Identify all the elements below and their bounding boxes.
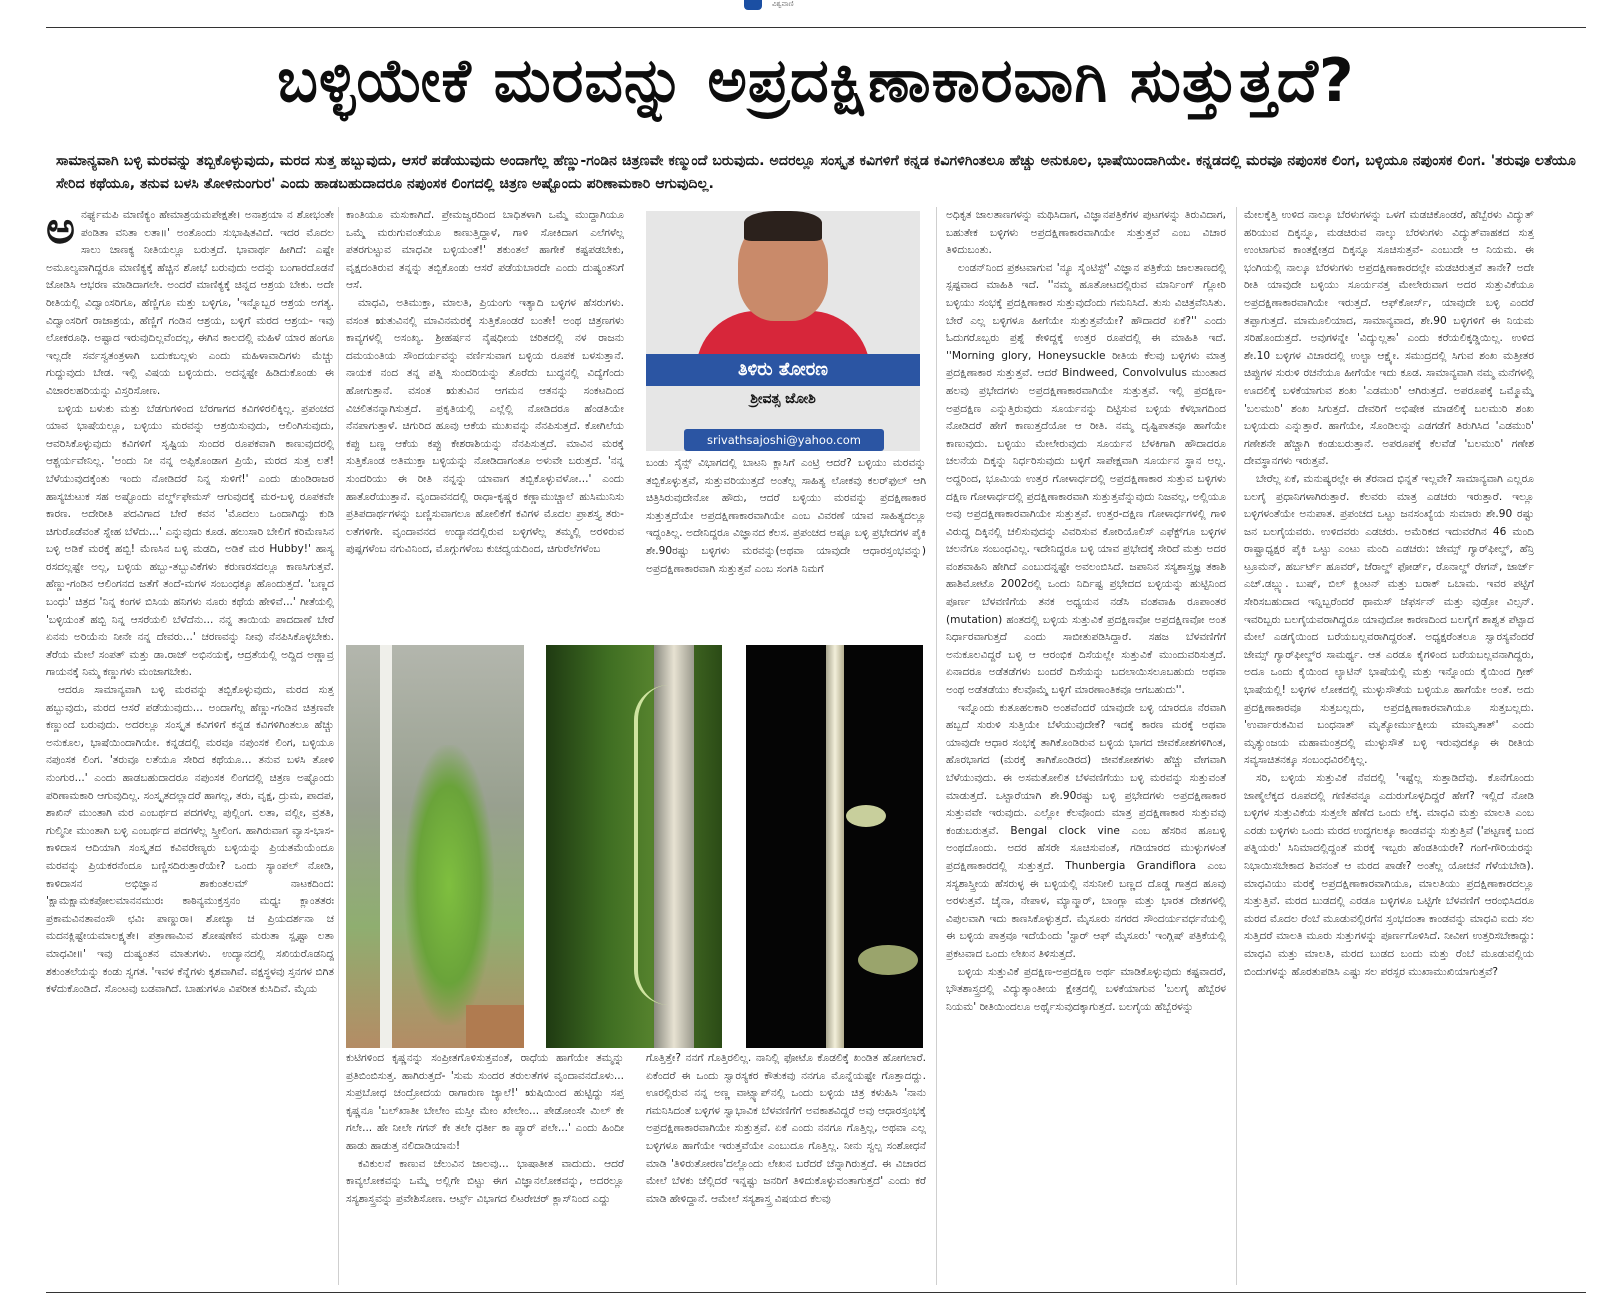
article-column-3 (646, 455, 926, 629)
article-paragraph: ಬಳ್ಳಿಯ ಸುತ್ತುವಿಕೆ ಪ್ರದಕ್ಷಿಣ-ಅಪ್ರದಕ್ಷಿಣ ಅರ್ಥ ಮಾಡಿಕೊಳ್ಳುವುದು ಕಷ್ಟವಾದರೆ, ಭೌತಶಾಸ್ತ್ರದಲ್ಲಿ ವಿದ್ಯುತ್ಕಾಂತೀಯ ಕ್ಷೇತ್ರದಲ್ಲಿ ಬಳಕೆಯಾಗುವ 'ಬಲಗೈ ಹೆಬ್ಬೆರಳ ನಿಯಮ' ರೀತಿಯಿಂದಲೂ ಅರ್ಥೈಸುವುದಕ್ಕಾಗುತ್ತದೆ. ಬಲಗೈಯ ಹೆಬ್ಬೆರಳನ್ನು (946, 965, 1226, 1013)
article-paragraph: ಬಳ್ಳಿಯ ಬಳುಕು ಮತ್ತು ಬೆಡಗುಗಳಿಂದ ಬೆರಗಾಗದ ಕವಿಗಳಿರಲಿಕ್ಕಿಲ್ಲ. ಪ್ರಪಂಚದ ಯಾವ ಭಾಷೆಯಲ್ಲೂ, ಬಳ್ಳಿಯು ಮರವನ್ನು ಆಶ್ರಯಿಸುವುದು, ಆಲಿಂಗಿಸುವುದು, ಆವರಿಸಿಕೊಳ್ಳುವುದು ಕವಿಗಳಿಗೆ ಸೃಷ್ಟಿಯ ಸುಂದರ ರೂಪಕವಾಗಿ ಕಾಣುವುದರಲ್ಲಿ ಆಶ್ಚರ್ಯವೇನಿಲ್ಲ. 'ಅಂದು ನೀ ನನ್ನ ಅಪ್ಪಿಕೊಂಡಾಗ ಪ್ರಿಯೆ, ಮರದ ಸುತ್ತ ಲತೆ! ಬೆಳೆಯುವುದಕ್ಕೆಂತು ಇಂದು ನೋಡಿದರೆ ನಿನ್ನ ಸುಳಿಗೆ!' ಎಂದು ಡುಂಡಿರಾಜರ ಹಾಸ್ಯಚುಟುಕ ಸಹ ಅಷ್ಟೊಂದು ವರ್ಲ್ಡ್‌ಫೇಮಸ್ ಆಗುವುದಕ್ಕೆ ಮರ-ಬಳ್ಳಿ ರೂಪಕವೇ ಕಾರಣ. ಅದೇರೀತಿ ಪದವಿಗಾದ ಬೇರೆ ಕವನ 'ಮೊದಲು ಒಂದಾಗಿದ್ದು ಕುಡಿ ಚಿಗುರೊಡೆವಂತೆ ಸ್ನೇಹ ಬೆಳೆದು...' ಎನ್ನುವುದು ಕೂಡ. ಹಲುಸಾರಿ ಬೇಲಿಗೆ ಕರಿಮೆಣಸಿನ ಬಳ್ಳಿ ಅಡಿಕೆ ಮರಕ್ಕೆ ಹಬ್ಬಿ! ಮೆಣಸಿನ ಬಳ್ಳಿ ಮಡದಿ, ಅಡಿಕೆ ಮರ Hubby!' ಹಾಸ್ಯ ರಸದಲ್ಲಷ್ಟೇ ಅಲ್ಲ, ಬಳ್ಳಿಯ ಹಬ್ಬು-ತಬ್ಬುವಿಕೆಗಳು ಕರುಣರಸದಲ್ಲೂ ಕಾಣಸಿಗುತ್ತವೆ. ಹೆಣ್ಣು-ಗಂಡಿನ ಆಲಿಂಗನದ ಜತೆಗೆ ತಂದೆ-ಮಗಳ ಸಂಬಂಧಕ್ಕೂ ಹೊಂದುತ್ತದೆ. 'ಬಣ್ಣದ ಬಂಧು' ಚಿತ್ರದ 'ನಿನ್ನ ಕಂಗಳ ಬಿಸಿಯ ಹನಿಗಳು ನೂರು ಕಥೆಯ ಹೇಳಿವೆ...' ಗೀತೆಯಲ್ಲಿ 'ಬಳ್ಳಿಯಂತೆ ಹಬ್ಬಿ ನಿನ್ನ ಆಸರೆಯಲಿ ಬೆಳೆದೆನು... ನನ್ನ ತಾಯಿಯ ಪಾದದಾಣೆ ಬೇರೆ ಏನನು ಅರಿಯೆನು ನೀನೇ ನನ್ನ ದೇವರು...' ಚರಣವನ್ನು ನೀವು ನೆನಪಿಸಿಕೊಳ್ಳಬೇಕು. ತೆರೆಯ ಮೇಲೆ ಸಂಪತ್ ಮತ್ತು ಡಾ.ರಾಜ್ ಅಭಿನಯಕ್ಕೆ, ಆದ್ರತೆಯಲ್ಲಿ ಅದ್ದಿದ ಅಣ್ಣಾವ್ರ ಗಾಯನಕ್ಕೆ ನಿಮ್ಮ ಕಣ್ಣುಗಳು ಮಂಜಾಗಬೇಕು. (46, 402, 334, 679)
article-column-4 (946, 207, 1226, 1285)
article-paragraph: ಕವಿಕುಲನೆ ಕಾಣುವ ಚೆಲುವಿನ ಜಾಲವು... ಭಾಷಾತೀತ ವಾದುದು. ಆದರೆ ಕಾವ್ಯಲೋಕವನ್ನು ಒಮ್ಮೆ ಅಲ್ಲಿಗೇ ಬಿಟ್ಟು ಈಗ ವಿಜ್ಞಾನಲೋಕವನ್ನು, ಅದರಲ್ಲೂ ಸಸ್ಯಶಾಸ್ತ್ರವನ್ನು ಪ್ರವೇಶಿಸೋಣ. ಆರ್ಟ್ಸ್ ವಿಭಾಗದ ಲಿಟರೇಚರ್ ಕ್ಲಾಸ್‌ನಿಂದ ಎದ್ದು (346, 1157, 624, 1205)
fern-vine (404, 745, 494, 1025)
flower-pot (466, 1005, 524, 1048)
vine-photo-fern (346, 645, 524, 1048)
article-column-5 (1244, 207, 1534, 1285)
support-pole (380, 645, 392, 1048)
masthead (0, 0, 1600, 28)
article-paragraph: ಅನರ್ಘ್ಯಮಪಿ ಮಾಣಿಕ್ಯಂ ಹೇಮಾಶ್ರಯಮಪೇಕ್ಷತೇ। ಅನಾಶ್ರಯಾ ನ ಶೋಭಂತೇ ಪಂಡಿತಾ ವನಿತಾ ಲತಾ॥' ಅಂತೊಂದು ಸುಭಾಷಿತವಿದೆ. ಇದರ ಮೊದಲ ಸಾಲು ಚಾಣಕ್ಯ ನೀತಿಯಲ್ಲೂ ಬರುತ್ತದೆ. ಭಾವಾರ್ಥ ಹೀಗಿದೆ: ಎಷ್ಟೇ ಅಮೂಲ್ಯವಾಗಿದ್ದರೂ ಮಾಣಿಕ್ಯಕ್ಕೆ ಹೆಚ್ಚಿನ ಶೋಭೆ ಬರುವುದು ಅದನ್ನು ಬಂಗಾರದೊಡನೆ ಜೋಡಿಸಿ ಆಭರಣ ಮಾಡಿದಾಗಲೇ. ಅಂದರೆ ಮಾಣಿಕ್ಯಕ್ಕೆ ಚಿನ್ನದ ಆಶ್ರಯ ಬೇಕು. ಅದೇ ರೀತಿಯಲ್ಲಿ ವಿದ್ವಾಂಸರಿಗೂ, ಹೆಣ್ಣಿಗೂ ಮತ್ತು ಬಳ್ಳಿಗೂ, 'ಇನ್ನೊಬ್ಬರ ಆಶ್ರಯ ಅಗತ್ಯ. ವಿದ್ವಾಂಸರಿಗೆ ರಾಜಾಶ್ರಯ, ಹೆಣ್ಣಿಗೆ ಗಂಡಿನ ಆಶ್ರಯ, ಬಳ್ಳಿಗೆ ಮರದ ಆಶ್ರಯ- ಇವು ಲೋಕರೂಢಿ. ಅಷ್ಟಾದ ಇರುವುದಿಲ್ಲವೆಂದಲ್ಲ, ಈಗಿನ ಕಾಲದಲ್ಲಿ ಮಹಿಳೆ ಯಾರ ಹಂಗೂ ಇಲ್ಲದೇ ಸರ್ವಸ್ವತಂತ್ರಳಾಗಿ ಬದುಕಬಲ್ಲಳು ಎಂದು ಮಹಿಳಾವಾದಿಗಳು ಮೆಚ್ಚು ಗುದ್ದುವುದು ಬೇಡ. ಇಲ್ಲಿ ವಿಷಯ ಬಳ್ಳಿಯದು. ಅದನ್ನಷ್ಟೇ ಹಿಡಿದುಕೊಂಡು ಈ ವಿಚಾರಲಹರಿಯನ್ನು ವಿಸ್ತರಿಸೋಣ. (46, 207, 334, 397)
article-paragraph: ಕುಟಿಗಳಿಂದ ಕೃಷ್ಣನನ್ನು ಸಂಪ್ರೀತಗೊಳಿಸುತ್ತವಂತೆ, ರಾಧೆಯ ಹಾಗೆಯೇ ತಮ್ಮನ್ನು ಪ್ರತಿಬಿಂಬಿಸುತ್ತ. ಹಾಗಿರುತ್ತದೆ- 'ಸುಮ ಸುಂದರ ತರುಲತೆಗಳ ವೃಂದಾವನದೊಳು... ಸುಪ್ರಬೋಧ ಚಂದ್ರೋದಯ ರಾಗಾರುಣ ಜ್ಯಾಲೆ!' ಋಷಿಯಿಂದ ಹುಟ್ಟಿದ್ದು ಸಪ್ತ ಕೃಷ್ಣನೂ 'ಬಲ್‌ಖಾತೀ ಬೇಲೇಂ ಮಸ್ತೀ ಮೇಂ ಖೇಲೇಂ... ಪೇಡೋಂಸೇ ಮಿಲ್ ಕೇ ಗಲೇ... ಹೇ ನೀಲೇ ಗಗನ್ ಕೇ ತಲೇ ಧರ್ತೀ ಕಾ ಪ್ಯಾರ್ ಪಲೇ...' ಎಂದು ಹಿಂದೀ ಹಾಡು ಹಾಡುತ್ತ ನಲಿದಾಡಿಯಾನು! (346, 1052, 624, 1152)
author-name: ಶ್ರೀವತ್ಸ ಜೋಶಿ (750, 391, 816, 407)
vine-leaf (846, 805, 886, 827)
top-divider (46, 27, 1586, 28)
article-intro: ಸಾಮಾನ್ಯವಾಗಿ ಬಳ್ಳಿ ಮರವನ್ನು ತಬ್ಬಿಕೊಳ್ಳುವುದು, ಮರದ ಸುತ್ತ ಹಬ್ಬುವುದು, ಆಸರೆ ಪಡೆಯುವುದು ಅಂದಾಗೆಲ್ಲ ಹೆಣ್ಣು-ಗಂಡಿನ ಚಿತ್ರಣವೇ ಕಣ್ಮುಂದೆ ಬರುವುದು. ಅದರಲ್ಲೂ ಸಂಸ್ಕೃತ ಕವಿಗಳಿಗೆ ಕನ್ನಡ ಕವಿಗಳಿಗಿಂತಲೂ ಹೆಚ್ಚು ಅನುಕೂಲ, ಭಾಷೆಯಿಂದಾಗಿಯೇ. ಕನ್ನಡದಲ್ಲಿ ಮರವೂ ನಪುಂಸಕ ಲಿಂಗ, ಬಳ್ಳಿಯೂ ನಪುಂಸಕ ಲಿಂಗ. 'ತರುವೂ ಲತೆಯೂ ಸೇರಿದ ಕಥೆಯೂ, ತನುವ ಬಳಸಿ ತೋಳಿನುಂಗುರ' ಎಂದು ಹಾಡಬಹುದಾದರೂ ನಪುಂಸಕ ಲಿಂಗದಲ್ಲಿ ಚಿತ್ರಣ ಅಷ್ಟೊಂದು ಪರಿಣಾಮಕಾರಿ ಆಗುವುದಿಲ್ಲ. (56, 153, 1576, 192)
article-paragraph: ಮಾಧವಿ, ಅತಿಮುಕ್ತಾ, ಮಾಲತಿ, ಪ್ರಿಯಂಗು ಇತ್ಯಾದಿ ಬಳ್ಳಿಗಳ ಹೆಸರುಗಳು. ವಸಂತ ಋತುವಿನಲ್ಲಿ ಮಾವಿನಮರಕ್ಕೆ ಸುತ್ತಿಕೊಂಡರೆ ಬಂತೇ! ಅಂಥ ಚಿತ್ರಣಗಳು ಕಾವ್ಯಗಳಲ್ಲಿ ಅಸಂಖ್ಯ. ಶ್ರೀಹರ್ಷನ ನೈಷಧೀಯ ಚರಿತದಲ್ಲಿ ನಳ ರಾಜನು ದಮಯಂತಿಯ ಸೌಂದರ್ಯವನ್ನು ವರ್ಣಿಸುವಾಗ ಬಳ್ಳಿಯ ರೂಪಕ ಬಳಸುತ್ತಾನೆ. ನಾಯಕ ನಂದ ತನ್ನ ಪತ್ನಿ ಸುಂದರಿಯನ್ನು ತೊರೆದು ಬುದ್ಧನಲ್ಲಿ ವಿದ್ಯೆಗೆಂದು ಹೋಗುತ್ತಾನೆ. ವಸಂತ ಋತುವಿನ ಆಗಮನ ಆತನನ್ನು ಸಂಕಟದಿಂದ ವಿಚಲಿತನನ್ನಾಗಿಸುತ್ತದೆ. ಪ್ರಕೃತಿಯಲ್ಲಿ ಎಲ್ಲೆಲ್ಲಿ ನೋಡಿದರೂ ಹೆಂಡತಿಯೇ ನೆನಪಾಗುತ್ತಾಳೆ. ಚಿಗುರಿದ ಹೂವು ಆಕೆಯ ಮುಖವನ್ನು ನೆನಪಿಸುತ್ತದೆ. ಕೋಗಿಲೆಯ ಕಪ್ಪು ಬಣ್ಣ ಆಕೆಯ ಕಪ್ಪು ಕೇಶರಾಶಿಯನ್ನು ನೆನಪಿಸುತ್ತದೆ. ಮಾವಿನ ಮರಕ್ಕೆ ಸುತ್ತಿಕೊಂಡ ಅತಿಮುಕ್ತಾ ಬಳ್ಳಿಯನ್ನು ನೋಡಿದಾಗಂತೂ ಅಳುವೇ ಬರುತ್ತದೆ. 'ನನ್ನ ಸುಂದರಿಯು ಈ ರೀತಿ ನನ್ನನ್ನು ಯಾವಾಗ ತಬ್ಬಿಕೊಳ್ಳುವಳೋ...' ಎಂದು ಹಾತೊರೆಯುತ್ತಾನೆ. ವೃಂದಾವನದಲ್ಲಿ ರಾಧಾ-ಕೃಷ್ಣರ ಕಣ್ಣಾಮುಚ್ಚಾಲೆ ಹುಸಿಮುನಿಸು ಪ್ರತಿಪದಾರ್ಥಗಳನ್ನು ಬಣ್ಣಿಸುವಾಗಲೂ ಹೋಲಿಕೆಗೆ ಕವಿಗಳ ಮೊದಲ ಪ್ರಾಶಸ್ತ್ಯ ತರು-ಲತೆಗಳಿಗೇ. ವೃಂದಾವನದ ಉದ್ಯಾನದಲ್ಲಿರುವ ಬಳ್ಳಿಗಳೆಲ್ಲ ತಮ್ಮಲ್ಲಿ ಅರಳಿರುವ ಪುಷ್ಪಗಳೆಂಬ ನಗುವಿನಿಂದ, ಮೊಗ್ಗುಗಳೆಂಬ ಕುಚದ್ವಯದಿಂದ, ಚಿಗುರೆಲೆಗಳೆಂಬ (346, 296, 624, 556)
author-email[interactable]: srivathsajoshi@yahoo.com (684, 429, 884, 451)
article-paragraph: ಸರಿ, ಬಳ್ಳಿಯ ಸುತ್ತುವಿಕೆ ನೆವದಲ್ಲಿ 'ಇಷ್ಟೆಲ್ಲ ಸುತ್ತಾಡಿದೆವು. ಕೊನೆಗೊಂದು ಜಾಣ್ಮೆಲೆಕ್ಕದ ರೂಪದಲ್ಲಿ ಗಣಿತವನ್ನೂ ಎದುರುಗೊಳ್ಳದಿದ್ದರೆ ಹೇಗೆ? ಇಲ್ಲಿದೆ ನೋಡಿ ಬಳ್ಳಿಗಳ ಸುತ್ತುವಿಕೆಯ ಸುತ್ತಲೇ ಹೆಣೆದ ಒಂದು ಲೆಕ್ಕ. ಮಾಧವಿ ಮತ್ತು ಮಾಲತಿ ಎಂಬ ಎರಡು ಬಳ್ಳಿಗಳು ಒಂದು ಮರದ ಉದ್ದಗಲಕ್ಕೂ ಕಾಂಡವನ್ನು ಸುತ್ತುತ್ತಿವೆ ('ಪಟ್ಟಣಕ್ಕೆ ಬಂದ ಪತ್ನಿಯರು' ಸಿನಿಮಾದಲ್ಲಿದ್ದಂತೆ ಮರಕ್ಕೆ ಇಬ್ಬರು ಹೆಂಡತಿಯರೇ? ಗಂಗೆ-ಗೌರಿಯರನ್ನು ನಿಭಾಯಿಸಬೇಕಾದ ಶಿವನಂತೆ ಆ ಮರದ ಪಾಡೇ? ಅಂತೆಲ್ಲ ಯೋಚನೆ ಗೆಳೆಯಬೇಡಿ). ಮಾಧವಿಯು ಮರಕ್ಕೆ ಅಪ್ರದಕ್ಷಿಣಾಕಾರವಾಗಿಯೂ, ಮಾಲತಿಯು ಪ್ರದಕ್ಷಿಣಾಕಾರದಲ್ಲೂ ಸುತ್ತುತ್ತಿವೆ. ಮರದ ಬುಡದಲ್ಲಿ ಎರಡೂ ಬಳ್ಳಿಗಳೂ ಒಟ್ಟಿಗೇ ಬೆಳವಣಿಗೆ ಆರಂಭಿಸಿದರೂ ಮರದ ಮೊದಲ ರೆಂಬೆ ಮೂಡುವಲ್ಲಿರಗೆನ ಸ್ತಂಭದಂತಾ ಕಾಂಡವನ್ನು ಮಾಧವಿ ಐದು ಸಲ ಸುತ್ತಿದರೆ ಮಾಲತಿ ಮೂರು ಸುತ್ತುಗಳನ್ನು ಪೂರ್ಣಗೊಳಿಸಿದೆ. ನೀವೀಗ ಉತ್ತರಿಸಬೇಕಾದ್ದು: ಮಾಧವಿ ಮತ್ತು ಮಾಲತಿ, ಮರದ ಬುಡದ ಬಂದು ಮತ್ತು ರೆಂಬೆ ಮೂಡುವಲ್ಲಿಯ ಬಿಂದುಗಳನ್ನು ಹೊರತುಪಡಿಸಿ ಎಷ್ಟು ಸಲ ಪರಸ್ಪರ ಮುಖಾಮುಖಿಯಾಗುತ್ತವೆ? (1244, 772, 1534, 978)
columnist-card (646, 211, 920, 451)
columnist-photo-hair (744, 211, 822, 241)
article-paragraph: ಬೇರೆಲ್ಲ ಏಕೆ, ಮನುಷ್ಯರಲ್ಲೇ ಈ ತೆರನಾದ ಭಿನ್ನತೆ ಇಲ್ಲವೇ? ಸಾಮಾನ್ಯವಾಗಿ ಎಲ್ಲರೂ ಬಲಗೈ ಪ್ರಧಾನಿಗಳಾಗಿರುತ್ತಾರೆ. ಕೆಲವರು ಮಾತ್ರ ಎಡಚರು ಇರುತ್ತಾರೆ. ಇಲ್ಲೂ ಬಳ್ಳಿಗಳಂತೆಯೇ ಅನುಪಾತ. ಪ್ರಪಂಚದ ಒಟ್ಟು ಜನಸಂಖ್ಯೆಯ ಸುಮಾರು ಶೇ.90 ರಷ್ಟು ಜನ ಬಲಗೈಯವರು. ಉಳಿದವರು ಎಡಚರು. ಅಮೆರಿಕದ ಇದುವರೆಗಿನ 46 ಮಂದಿ ರಾಷ್ಟ್ರಾಧ್ಯಕ್ಷರ ಪೈಕಿ ಒಟ್ಟು ಎಂಟು ಮಂದಿ ಎಡಚರು: ಜೇಮ್ಸ್ ಗ್ಯಾರ್‌ಫೀಲ್ಡ್, ಹೆನ್ರಿ ಟ್ರೂಮನ್, ಹರ್ಬರ್ಟ್ ಹೂವರ್, ಜೆರಾಲ್ಡ್ ಫೋರ್ಡ್, ರೊನಾಲ್ಡ್ ರೇಗನ್, ಜಾರ್ಜ್ ಎಚ್.ಡಬ್ಲ್ಯು. ಬುಷ್, ಬಿಲ್ ಕ್ಲಿಂಟನ್ ಮತ್ತು ಬರಾಕ್ ಒಬಾಮ. ಇವರ ಪಟ್ಟಿಗೆ ಸೇರಿಸಬಹುದಾದ ಇನ್ನಿಬ್ಬರೆಂದರೆ ಥಾಮಸ್ ಜೆಫರ್ಸನ್ ಮತ್ತು ವುಡ್ರೋ ವಿಲ್ಸನ್. ಇವರಿಬ್ಬರು ಬಲಗೈಯವರಾಗಿದ್ದರೂ ಯಾವುದೋ ಕಾರಣದಿಂದ ಬಲಗೈಗೆ ಶಾಶ್ವತ ಪೆಟ್ಟಾದ ಮೇಲೆ ಎಡಗೈಯಿಂದ ಬರೆಯಬಲ್ಲವರಾಗಿದ್ದರಂತೆ. ಅಧ್ಯಕ್ಷರೆಂತಲೂ ಸ್ವಾರಸ್ಯವೆಂದರೆ ಜೇಮ್ಸ್ ಗ್ಯಾರ್‌ಫೀಲ್ಡ್‌ರ ಸಾಮರ್ಥ್ಯ. ಆತ ಎರಡೂ ಕೈಗಳಿಂದ ಬರೆಯಬಲ್ಲವನಾಗಿದ್ದರು, ಅದೂ ಒಂದು ಕೈಯಿಂದ ಲ್ಯಾಟಿನ್ ಭಾಷೆಯಲ್ಲಿ ಮತ್ತು ಇನ್ನೊಂದು ಕೈಯಿಂದ ಗ್ರೀಕ್ ಭಾಷೆಯಲ್ಲಿ! ಬಳ್ಳಿಗಳ ಲೋಕದಲ್ಲಿ ಮುಳ್ಳುಸೌತೆಯ ಬಳ್ಳಿಯೂ ಹಾಗೆಯೇ ಅಂತೆ. ಅದು ಪ್ರದಕ್ಷಿಣಾಕಾರವೂ ಸುತ್ತಬಲ್ಲದು, ಅಪ್ರದಕ್ಷಿಣಾಕಾರವಾಗಿಯೂ ಸುತ್ತಬಲ್ಲದು. 'ಉರ್ವಾರುಕಮಿವ ಬಂಧನಾತ್ ಮೃತ್ಯೋರ್ಮುಕ್ಷೀಯ ಮಾಮೃತಾತ್' ಎಂದು ಮೃತ್ಯುಂಜಯ ಮಹಾಮಂತ್ರದಲ್ಲಿ ಮುಳ್ಳುಸೌತೆ ಬಳ್ಳಿ ಇರುವುದಕ್ಕೂ ಈ ರೀತಿಯ ಸವ್ಯಸಾಚಿತನಕ್ಕೂ ಸಂಬಂಧವಿರಲಿಕ್ಕಿಲ್ಲ. (1244, 472, 1534, 767)
article-column-3-lower (646, 1050, 926, 1286)
support-pole (826, 645, 844, 1048)
article-paragraph: ಅಧಿಕೃತ ಜಾಲತಾಣಗಳನ್ನು ಮಥಿಸಿದಾಗ, ವಿಜ್ಞಾನಪತ್ರಿಕೆಗಳ ಪುಟಗಳನ್ನು ತಿರುವಿದಾಗ, ಬಹುತೇಕ ಬಳ್ಳಿಗಳು ಅಪ್ರದಕ್ಷಿಣಾಕಾರವಾಗಿಯೇ ಸುತ್ತುತ್ತವೆ ಎಂಬ ವಿಚಾರ ತಿಳಿದುಬಂತು. (946, 209, 1226, 257)
article-column-2 (346, 207, 624, 607)
vine-photo-closeup (546, 645, 722, 1048)
article-paragraph: ಲಂಡನ್‌ನಿಂದ ಪ್ರಕಟವಾಗುವ 'ನ್ಯೂ ಸೈಂಟಿಸ್ಟ್' ವಿಜ್ಞಾನ ಪತ್ರಿಕೆಯ ಜಾಲತಾಣದಲ್ಲಿ ಸ್ಪಷ್ಟವಾದ ಮಾಹಿತಿ ಇದೆ. ''ನಮ್ಮ ಹೂತೋಟದಲ್ಲಿರುವ ಮಾರ್ನಿಂಗ್ ಗ್ಲೋರಿ ಬಳ್ಳಿಯು ಸಂಭಕ್ಕೆ ಪ್ರದಕ್ಷಿಣಾಕಾರ ಸುತ್ತುವುದೆಂದು ಗಮನಿಸಿದೆ. ತುಸು ವಿಚಿತ್ರವೆನಿಸಿತು. ಬೇರೆ ಎಲ್ಲ ಬಳ್ಳಿಗಳೂ ಹೀಗೆಯೇ ಸುತ್ತುತ್ತವೆಯೇ? ಹೌದಾದರೆ ಏಕೆ?'' ಎಂದು ಓದುಗರೊಬ್ಬರು ಪ್ರಶ್ನೆ ಕೇಳಿದ್ದಕ್ಕೆ ಉತ್ತರ ರೂಪದಲ್ಲಿ ಈ ಮಾಹಿತಿ ಇದೆ. ''Morning glory, Honeysuckle ರೀತಿಯ ಕೆಲವು ಬಳ್ಳಿಗಳು ಮಾತ್ರ ಪ್ರದಕ್ಷಿಣಾಕಾರ ಸುತ್ತುತ್ತವೆ. ಆದರೆ Bindweed, Convolvulus ಮುಂತಾದ ಹಲವು ಪ್ರಭೇದಗಳು ಅಪ್ರದಕ್ಷಿಣಾಕಾರವಾಗಿಯೇ ಸುತ್ತುತ್ತವೆ. ಇಲ್ಲಿ ಪ್ರದಕ್ಷಿಣ-ಅಪ್ರದಕ್ಷಿಣ ಎನ್ನುತ್ತಿರುವುದು ಸೂರ್ಯನನ್ನು ದಿಟ್ಟಿಸುವ ಬಳ್ಳಿಯ ಕೆಳಭಾಗದಿಂದ ನೋಡಿದರೆ ಹೇಗೆ ಕಾಣುತ್ತದೆಯೋ ಆ ರೀತಿ. ನಮ್ಮ ದೃಷ್ಟಿಪಾತವೂ ಹಾಗೆಯೇ ಕಾಣುವುದು. ಬಳ್ಳಿಯು ಮೇಲೇರುವುದು ಸೂರ್ಯನ ಬೆಳಕಿಗಾಗಿ ಹೌದಾದರೂ ಚಲನೆಯ ದಿಕ್ಕನ್ನು ನಿರ್ಧರಿಸುವುದು ಬಳ್ಳಿಗೆ ಸಾಪೇಕ್ಷವಾಗಿ ಸೂರ್ಯನ ಸ್ಥಾನ ಅಲ್ಲ. ಅದ್ದರಿಂದ, ಭೂಮಿಯ ಉತ್ತರ ಗೋಳಾರ್ಧದಲ್ಲಿ ಅಪ್ರದಕ್ಷಿಣಾಕಾರ ಸುತ್ತುವ ಬಳ್ಳಿಗಳು ದಕ್ಷಿಣ ಗೋಳಾರ್ಧದಲ್ಲಿ ಪ್ರದಕ್ಷಿಣಾಕಾರವಾಗಿ ಸುತ್ತುತ್ತವೆನ್ನುವುದು ನಿಜವಲ್ಲ, ಅಲ್ಲಿಯೂ ಅವು ಅಪ್ರದಕ್ಷಿಣಾಕಾರವಾಗಿಯೇ ಸುತ್ತುತ್ತವೆ. ಉತ್ತರ-ದಕ್ಷಿಣ ಗೋಳಾರ್ಧಗಳಲ್ಲಿ ಗಾಳಿ ವಿರುದ್ಧ ದಿಕ್ಕಿನಲ್ಲಿ ಚಲಿಸುವುದನ್ನು ವಿವರಿಸುವ ಕೋರಿಯೊಲಿಸ್ ಎಫೆಕ್ಟ್‌ಗೂ ಬಳ್ಳಿಗಳ ಚಲನೆಗೂ ಸಂಬಂಧವಿಲ್ಲ. ಇದೇನಿದ್ದರೂ ಬಳ್ಳಿ ಯಾವ ಪ್ರಭೇದಕ್ಕೆ ಸೇರಿದೆ ಮತ್ತು ಅದರ ವಂಶವಾಹಿನಿ ಹೇಗಿದೆ ಎಂಬುದನ್ನಷ್ಟೇ ಅವಲಂಬಿಸಿದೆ. ಜಪಾನಿನ ಸಸ್ಯಶಾಸ್ತ್ರಜ್ಞ ತಕಾಶಿ ಹಾಶಿಮೋಟೊ 2002ರಲ್ಲಿ ಒಂದು ನಿರ್ದಿಷ್ಟ ಪ್ರಭೇದದ ಬಳ್ಳಿಯನ್ನು ಹುಟ್ಟಿನಿಂದ ಪೂರ್ಣ ಬೆಳವಣಿಗೆಯ ತನಕ ಅಧ್ಯಯನ ನಡೆಸಿ ವಂಶವಾಹಿ ರೂಪಾಂತರ (mutation) ಹಂತದಲ್ಲಿ ಬಳ್ಳಿಯ ಸುತ್ತುವಿಕೆ ಪ್ರದಕ್ಷಿಣವೋ ಅಪ್ರದಕ್ಷಿಣವೋ ಅಂತ ನಿರ್ಧಾರವಾಗುತ್ತದೆ ಎಂದು ಸಾಬೀತುಪಡಿಸಿದ್ದಾರೆ. ಸಹಜ ಬೆಳವಣಿಗೆಗೆ ಅನುಕೂಲವಿದ್ದರೆ ಬಳ್ಳಿ ಆ ಆರಂಭಿಕ ದಿಸೆಯಲ್ಲೇ ಸುತ್ತುವಿಕೆ ಮುಂದುವರಿಸುತ್ತದೆ. ಏನಾದರೂ ಅಡೆತಡೆಗಳು ಬಂದರೆ ದಿಸೆಯನ್ನು ಬದಲಾಯಿಸಲೂಬಹುದು ಅಥವಾ ಅಂಥ ಅಡೆತಡೆಯು ಕೆಲವೊಮ್ಮೆ ಬಳ್ಳಿಗೆ ಮಾರಣಾಂತಿಕವೂ ಆಗಬಹುದು''. (946, 261, 1226, 697)
article-paragraph: ಇನ್ನೊಂದು ಕುತೂಹಲಕಾರಿ ಅಂಶವೆಂದರೆ ಯಾವುದೇ ಬಳ್ಳಿ ಯಾರದೂ ನೆರವಾಗಿ ಹಬ್ಬದೆ ಸುರುಳಿ ಸುತ್ತಿಯೇ ಬೆಳೆಯುವುದೇಕೆ? ಇದಕ್ಕೆ ಕಾರಣ ಮರಕ್ಕೆ ಅಥವಾ ಯಾವುದೇ ಆಧಾರ ಸಂಭಕ್ಕೆ ತಾಗಿಕೊಂಡಿರುವ ಬಳ್ಳಿಯ ಭಾಗದ ಜೀವಕೋಶಗಳಿಗಿಂತ, ಹೊರಭಾಗದ (ಮರಕ್ಕೆ ತಾಗಿಕೊಂಡಿರದ) ಜೀವಕೋಶಗಳು ಹೆಚ್ಚು ವೇಗವಾಗಿ ಬೆಳೆಯುವುದು. ಈ ಅಸಮತೋಲಿತ ಬೆಳವಣಿಗೆಯು ಬಳ್ಳಿ ಮರವನ್ನು ಸುತ್ತುವಂತೆ ಮಾಡುತ್ತದೆ. ಒಟ್ಟಾರೆಯಾಗಿ ಶೇ.90ರಷ್ಟು ಬಳ್ಳಿ ಪ್ರಭೇದಗಳು ಅಪ್ರದಕ್ಷಿಣಾಕಾರ ಸುತ್ತುವವೇ ಇರುವುದು. ಎಲ್ಲೋ ಕೆಲವೊಂದು ಮಾತ್ರ ಪ್ರದಕ್ಷಿಣಾಕಾರ ಸುತ್ತುವವು ಕಂಡುಬರುತ್ತವೆ. Bengal clock vine ಎಂಬ ಹೆಸರಿನ ಹೂಬಳ್ಳಿ ಅಂಥದೊಂದು. ಅದರ ಹೆಸರೇ ಸೂಚಿಸುವಂತೆ, ಗಡಿಯಾರದ ಮುಳ್ಳುಗಳಂತೆ ಪ್ರದಕ್ಷಿಣಾಕಾರದಲ್ಲಿ ಸುತ್ತುತ್ತದೆ. Thunbergia Grandiflora ಎಂಬ ಸಸ್ಯಶಾಸ್ತ್ರೀಯ ಹೆಸರುಳ್ಳ ಈ ಬಳ್ಳಿಯಲ್ಲಿ ನಸುನೀಲಿ ಬಣ್ಣದ ದೊಡ್ಡ ಗಾತ್ರದ ಹೂವು ಅರಳುತ್ತವೆ. ಚೈನಾ, ನೇಪಾಳ, ಮ್ಯಾನ್ಮಾರ್, ಬಾಂಗ್ಲಾ ಮತ್ತು ಭಾರತ ದೇಶಗಳಲ್ಲಿ ವಿಪುಲವಾಗಿ ಇದು ಕಾಣಸಿಕೊಳ್ಳುತ್ತದೆ. ಮೈಸೂರು ನಗರದ ಸೌಂದರ್ಯವರ್ಧನೆಯಲ್ಲಿ ಈ ಬಳ್ಳಿಯ ಪಾತ್ರವೂ ಇದೆಯೆಂದು 'ಸ್ಟಾರ್ ಆಫ್ ಮೈಸೂರು' ಇಂಗ್ಲಿಷ್ ಪತ್ರಿಕೆಯಲ್ಲಿ ಪ್ರಕಟವಾದ ಒಂದು ಲೇಖನ ತಿಳಿಸುತ್ತದೆ. (946, 701, 1226, 960)
column-title: ತಿಳಿರು ತೋರಣ (646, 354, 920, 386)
vine-photo-dark (746, 645, 923, 1048)
article-paragraph: ಬಂಡು ಸೈನ್ಸ್ ವಿಭಾಗದಲ್ಲಿ ಬಾಟನಿ ಕ್ಲಾಸಿಗೆ ಎಂಟ್ರಿ ಆದರೆ? ಬಳ್ಳಿಯು ಮರವನ್ನು ತಬ್ಬಿಕೊಳ್ಳುತ್ತವೆ, ಸುತ್ತುವರಿಯುತ್ತದೆ ಅಂತೆಲ್ಲ ಸಾಹಿತ್ಯ ಲೋಕವು ಕಲರ್‌ಫುಲ್ ಆಗಿ ಚಿತ್ರಿಸಿರುವುದೇನೋ ಹೌದು, ಆದರೆ ಬಳ್ಳಿಯು ಮರವನ್ನು ಪ್ರದಕ್ಷಿಣಾಕಾರ ಸುತ್ತುತ್ತದೆಯೇ ಅಪ್ರದಕ್ಷಿಣಾಕಾರವಾಗಿಯೇ ಎಂಬ ವಿವರಣೆ ಯಾವ ಸಾಹಿತ್ಯದಲ್ಲೂ ಇದ್ದಂತಿಲ್ಲ. ಅದೇನಿದ್ದರೂ ವಿಜ್ಞಾನದ ಕೆಲಸ. ಪ್ರಪಂಚದ ಅಷ್ಟೂ ಬಳ್ಳಿ ಪ್ರಭೇದಗಳ ಪೈಕಿ ಶೇ.90ರಷ್ಟು ಬಳ್ಳಿಗಳು ಮರವನ್ನು(ಅಥವಾ ಯಾವುದೇ ಆಧಾರಸ್ತಂಭವನ್ನು) ಅಪ್ರದಕ್ಷಿಣಾಕಾರವಾಗಿ ಸುತ್ತುತ್ತವೆ ಎಂಬ ಸಂಗತಿ ನಿಮಗೆ (646, 457, 926, 575)
article-column-1 (46, 207, 334, 1285)
article-paragraph: ಗೊತ್ತಿತ್ತೇ? ನನಗೆ ಗೊತ್ತಿರಲಿಲ್ಲ. ನಾನಿಲ್ಲಿ ಫೋಟೊ ಕೊಡಲಿಕ್ಕೆ ಖಂಡಿತ ಹೋಗಲಾರೆ. ಏಕೆಂದರೆ ಈ ಒಂದು ಸ್ವಾರಸ್ಯಕರ ಕೌತುಕವು ನನಗೂ ಮೊನ್ನೆಯಷ್ಟೇ ಗೊತ್ತಾದದ್ದು. ಊರಲ್ಲಿರುವ ನನ್ನ ಅಣ್ಣ ವಾಟ್ಸ್ಯಾಪ್‌ನಲ್ಲಿ ಒಂದು ಬಳ್ಳಿಯ ಚಿತ್ರ ಕಳುಹಿಸಿ 'ನಾನು ಗಮನಿಸಿದಂತೆ ಬಳ್ಳಿಗಳ ಸ್ವಾಭಾವಿಕ ಬೆಳವಣಿಗೆಗೆ ಅವಕಾಶವಿದ್ದರೆ ಅವು ಆಧಾರಸ್ತಂಭಕ್ಕೆ ಅಪ್ರದಕ್ಷಿಣಾಕಾರವಾಗಿಯೇ ಸುತ್ತುತ್ತವೆ. ಏಕೆ ಎಂದು ನನಗೂ ಗೊತ್ತಿಲ್ಲ, ಅಥವಾ ಎಲ್ಲ ಬಳ್ಳಿಗಳೂ ಹಾಗೆಯೇ ಇರುತ್ತವೆಯೇ ಎಂಬುದೂ ಗೊತ್ತಿಲ್ಲ. ನೀನು ಸ್ವಲ್ಪ ಸಂಶೋಧನೆ ಮಾಡಿ 'ತಿಳಿರುತೋರಣ'ದಲ್ಲೊಂದು ಲೇಖನ ಬರೆದರೆ ಚೆನ್ನಾಗಿರುತ್ತದೆ. ಈ ವಿಚಾರದ ಮೇಲೆ ಬೆಳಕು ಚೆಲ್ಲಿದರೆ ಇನ್ನಷ್ಟು ಜನರಿಗೆ ತಿಳಿದುಕೊಳ್ಳುವಂತಾಗುತ್ತದೆ' ಎಂದು ಕರೆ ಮಾಡಿ ಹೇಳಿದ್ದಾನೆ. ಆಮೇಲೆ ಸಸ್ಯಶಾಸ್ತ್ರ ವಿಷಯದ ಕೆಲವು (646, 1052, 926, 1205)
dropcap: ಅ (46, 207, 75, 254)
vine-leaf (858, 945, 918, 975)
masthead-tag: ವಿಶ್ವವಾಣಿ (772, 0, 794, 8)
article-paragraph: ಕಾಂತಿಯೂ ಮಸುಕಾಗಿದೆ. ಪ್ರೇಮಜ್ವರದಿಂದ ಬಾಧಿತಳಾಗಿ ಒಮ್ಮೆ ಮುದ್ದಾಗಿಯೂ ಒಮ್ಮೆ ಮರುಗುವಂತೆಯೂ ಕಾಣುತ್ತಿದ್ದಾಳೆ, ಗಾಳಿ ಸೋಕಿದಾಗ ಎಲೆಗಳೆಲ್ಲ ಪತರಗುಟ್ಟುವ ಮಾಧವೀ ಬಳ್ಳಿಯಂತೆ!' ಶಕುಂತಲೆ ಹಾಗೇಕೆ ಕಷ್ಟಪಡಬೇಕು, ವೃಕ್ಷದಂತಿರುವ ತನ್ನನ್ನು ತಬ್ಬಿಕೊಂಡು ಆಸರೆ ಪಡೆಯಬಾರದೇ ಎಂದು ದುಷ್ಯಂತನಿಗೆ ಆಸೆ. (346, 209, 624, 292)
column-divider (936, 207, 937, 1285)
article-paragraph: ಆದರೂ ಸಾಮಾನ್ಯವಾಗಿ ಬಳ್ಳಿ ಮರವನ್ನು ತಬ್ಬಿಕೊಳ್ಳುವುದು, ಮರದ ಸುತ್ತ ಹಬ್ಬುವುದು, ಮರದ ಆಸರೆ ಪಡೆಯುವುದು... ಅಂದಾಗೆಲ್ಲ ಹೆಣ್ಣು-ಗಂಡಿನ ಚಿತ್ರಣವೇ ಕಣ್ಣುಂದೆ ಬರುವುದು. ಅದರಲ್ಲೂ ಸಂಸ್ಕೃತ ಕವಿಗಳಿಗೆ ಕನ್ನಡ ಕವಿಗಳಿಗಿಂತಲೂ ಹೆಚ್ಚು ಅನುಕೂಲ, ಭಾಷೆಯಿಂದಾಗಿಯೇ. ಕನ್ನಡದಲ್ಲಿ ಮರವೂ ನಪುಂಸಕ ಲಿಂಗ, ಬಳ್ಳಿಯೂ ನಪುಂಸಕ ಲಿಂಗ. 'ತರುವೂ ಲತೆಯೂ ಸೇರಿದ ಕಥೆಯೂ... ತನುವ ಬಳಸಿ ತೋಳಿ ನುಂಗುರ...' ಎಂದು ಹಾಡಬಹುದಾದರೂ ನಪುಂಸಕ ಲಿಂಗದಲ್ಲಿ ಚಿತ್ರಣ ಅಷ್ಟೊಂದು ಪರಿಣಾಮಕಾರಿ ಆಗುವುದಿಲ್ಲ. ಸಂಸ್ಕೃತದಲ್ಲಾದರೆ ಹಾಗಲ್ಲ, ತರು, ವೃಕ್ಷ, ದ್ರುಮ, ಪಾದಪ, ಶಾಖಿನ್ ಮುಂತಾಗಿ ಮರ ಎಂಬರ್ಥದ ಪದಗಳೆಲ್ಲ ಪುಲ್ಲಿಂಗ. ಲತಾ, ವಲ್ಲೀ, ವ್ರತತಿ, ಗುಲ್ಮಿನೀ ಮುಂತಾಗಿ ಬಳ್ಳಿ ಎಂಬರ್ಥದ ಪದಗಳೆಲ್ಲ ಸ್ತ್ರೀಲಿಂಗ. ಹಾಗಿರುವಾಗ ವ್ಯಾಸ-ಭಾಸ-ಕಾಳಿದಾಸ ಆದಿಯಾಗಿ ಸಂಸ್ಕೃತದ ಕವಿವರೇಣ್ಯರು ಬಳ್ಳಿಯನ್ನು ಪ್ರಿಯತಮೆಯೆಂದೂ ಮರವನ್ನು ಪ್ರಿಯಕರನೆಂದೂ ಬಣ್ಣಿಸದಿರುತ್ತಾರೆಯೇ? ಒಂದು ಸ್ಯಾಂಪಲ್ ನೋಡಿ, ಕಾಳಿದಾಸನ ಅಭಿಜ್ಞಾನ ಶಾಕುಂತಲಮ್ ನಾಟಕದಿಂದ: 'ಕ್ಷಾಮಕ್ಷಾಮಕಪೋಲಮಾನನಮುರಃ ಕಾಠಿನ್ಯಮುಕ್ತಸ್ತನಂ ಮಧ್ಯಃ ಕ್ಲಾಂತತರಃ ಪ್ರಕಾಮವಿನತಾವಂಸೌ ಛವಿಃ ಪಾಣ್ಡುರಾ। ಶೋಚ್ಯಾ ಚ ಪ್ರಿಯದರ್ಶನಾ ಚ ಮದನಕ್ಲಿಷ್ಟೇಯಮಾಲಕ್ಷ್ಯತೇ। ಪತ್ರಾಣಾಮಿವ ಶೋಷಣೇನ ಮರುತಾ ಸ್ಪೃಷ್ಟಾ ಲತಾ ಮಾಧವೀ॥' ಇವು ದುಷ್ಯಂತನ ಮಾತುಗಳು. ಉದ್ಯಾನದಲ್ಲಿ ಸಖಿಯರೊಡನಿದ್ದ ಶಕುಂತಲೆಯನ್ನು ಕಂಡು ಸ್ವಗತ. 'ಇವಳ ಕೆನ್ನೆಗಳು ಕೃಶವಾಗಿವೆ. ವಕ್ಷಸ್ಥಳವು ಸ್ತನಗಳ ಬಿಗಿತ ಕಳೆದುಕೊಂಡಿದೆ. ಸೊಂಟವು ಬಡವಾಗಿದೆ. ಬಾಹುಗಳೂ ವಿಪರೀತ ಕುಸಿದಿವೆ. ಮೈಯ (46, 684, 334, 996)
twining-vine (634, 685, 704, 1005)
article-column-2-lower (346, 1050, 624, 1286)
column-divider (1236, 207, 1237, 1285)
article-headline: ಬಳ್ಳಿಯೇಕೆ ಮರವನ್ನು ಅಪ್ರದಕ್ಷಿಣಾಕಾರವಾಗಿ ಸುತ್ತುತ್ತದೆ? (277, 46, 1355, 116)
newspaper-logo-icon (744, 0, 762, 10)
column-divider (338, 207, 339, 1285)
article-paragraph: ಮೇಲಕ್ಕೆತ್ತಿ ಉಳಿದ ನಾಲ್ಕೂ ಬೆರಳುಗಳನ್ನು ಒಳಗೆ ಮಡಚಿಕೊಂಡರೆ, ಹೆಬ್ಬೆರಳು ವಿದ್ಯುತ್ ಹರಿಯುವ ದಿಕ್ಕನ್ನೂ, ಮಡಚಿರುವ ನಾಲ್ಕು ಬೆರಳುಗಳು ವಿದ್ಯುತ್‌ವಾಹಕದ ಸುತ್ತ ಉಂಟಾಗುವ ಕಾಂತಕ್ಷೇತ್ರದ ದಿಕ್ಕನ್ನೂ ಸೂಚಿಸುತ್ತವೆ- ಎಂಬುದೇ ಆ ನಿಯಮ. ಈ ಭಂಗಿಯಲ್ಲಿ ನಾಲ್ಕೂ ಬೆರಳುಗಳು ಅಪ್ರದಕ್ಷಿಣಾಕಾರದಲ್ಲೇ ಮಡಚಿರುತ್ತವೆ ತಾನೇ? ಅದೇ ರೀತಿ ಯಾವುದೇ ಬಳ್ಳಿಯು ಸೂರ್ಯನತ್ತ ಮೇಲೇರುವಾಗ ಅದರ ಸುತ್ತುವಿಕೆಯೂ ಅಪ್ರದಕ್ಷಿಣಾಕಾರವಾಗಿಯೇ ಇರುತ್ತದೆ. ಆಫ್‌ಕೋರ್ಸ್, ಯಾವುದೇ ಬಳ್ಳಿ ಎಂದರೆ ತಪ್ಪಾಗುತ್ತದೆ. ಮಾಮೂಲಿಯಾದ, ಸಾಮಾನ್ಯವಾದ, ಶೇ.90 ಬಳ್ಳಿಗಳಿಗೆ ಈ ನಿಯಮ ಸರಿಹೊಂದುತ್ತದೆ. ಅವುಗಳನ್ನೇ 'ವಿದ್ಯುಲ್ಲತಾ' ಎಂದು ಕರೆಯಲಿಕ್ಕಡ್ಡಿಯಿಲ್ಲ. ಉಳಿದ ಶೇ.10 ಬಳ್ಳಿಗಳ ವಿಚಾರದಲ್ಲಿ ಉಲ್ಟಾ ಆಕ್ಷ್ಯೇ. ಸಮುದ್ರದಲ್ಲಿ ಸಿಗುವ ಶಂಖ ಮತ್ತೀತರ ಚಿಪ್ಪುಗಳ ಸುರುಳಿ ರಚನೆಯೂ ಹೀಗೆಯೇ ಇದು ಕೂಡ. ಸಾಮಾನ್ಯವಾಗಿ ನಮ್ಮ ಮನೆಗಳಲ್ಲಿ ಊದಲಿಕ್ಕೆ ಬಳಕೆಯಾಗುವ ಶಂಖ 'ಎಡಮುರಿ' ಆಗಿರುತ್ತದೆ. ಅಪರೂಪಕ್ಕೆ ಒಮ್ಮೊಮ್ಮೆ 'ಬಲಮುರಿ' ಶಂಖ ಸಿಗುತ್ತದೆ. ದೇವರಿಗೆ ಅಭಿಷೇಕ ಮಾಡಲಿಕ್ಕೆ ಬಲಮುರಿ ಶಂಖ ಬಳ್ಳಿಯದು ಎನ್ನುತ್ತಾರೆ. ಹಾಗೆಯೇ, ಸೊಂಡಿಲನ್ನು ಎಡಗಡೆಗೆ ತಿರುಗಿಸಿದ 'ಎಡಮುರಿ' ಗಣೇಶನೇ ಹೆಚ್ಚಾಗಿ ಕಂಡುಬರುತ್ತಾನೆ. ಅಪರೂಪಕ್ಕೆ ಕೆಲವೆಡೆ 'ಬಲಮುರಿ' ಗಣೇಶ ದೇವಸ್ಥಾನಗಳು ಇರುತ್ತವೆ. (1244, 209, 1534, 468)
bottom-divider (46, 1292, 1586, 1293)
